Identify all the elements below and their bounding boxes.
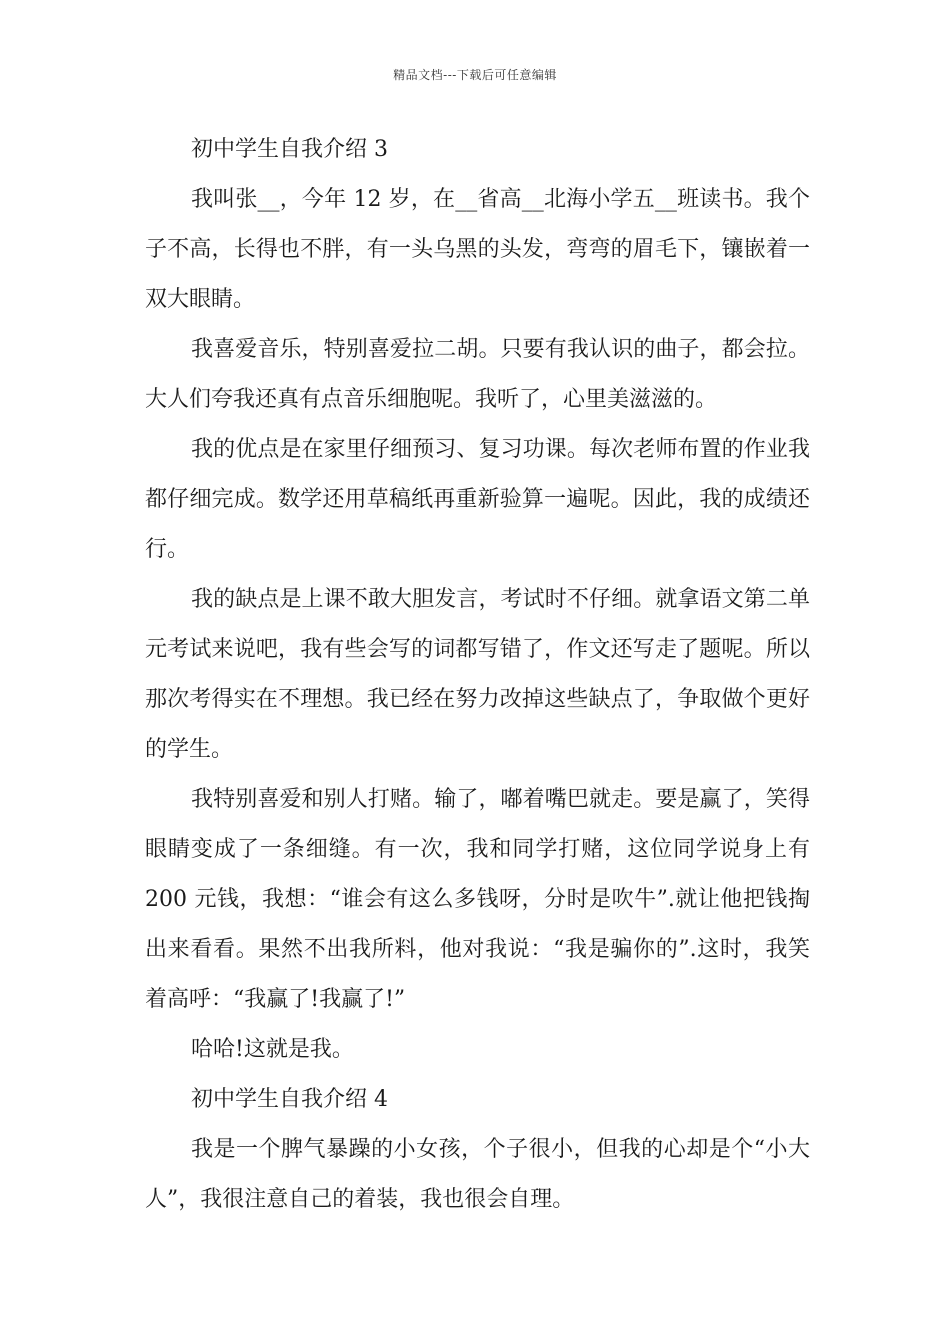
paragraph: 我是一个脾气暴躁的小女孩，个子很小，但我的心却是个“小大人”，我很注意自己的着装，我也很会自理。: [145, 1137, 810, 1212]
document-body: [145, 125, 810, 1225]
paragraph: 我的缺点是上课不敢大胆发言，考试时不仔细。就拿语文第二单元考试来说吧，我有些会写的词都写错了，作文还写走了题呢。所以那次考得实在不理想。我已经在努力改掉这些缺点了，争取做个更好的学生。: [145, 587, 810, 762]
page-header: 精品文档---下载后可任意编辑: [393, 68, 557, 82]
paragraph: 我特别喜爱和别人打赌。输了，嘟着嘴巴就走。要是赢了，笑得眼睛变成了一条细缝。有一次，我和同学打赌，这位同学说身上有 200 元钱，我想：“谁会有这么多钱呀，分时是吹牛”.就让他把钱掏出来看看。果然不出我所料，他对我说：“我是骗你的”.这时，我笑着高呼：“我赢了!我赢了!”: [145, 787, 810, 1012]
paragraph: 我叫张__，今年 12 岁，在__省高__北海小学五__班读书。我个子不高，长得也不胖，有一头乌黑的头发，弯弯的眉毛下，镶嵌着一双大眼睛。: [145, 187, 810, 312]
section-heading-4: 初中学生自我介绍 4: [191, 1087, 388, 1112]
paragraph: 我的优点是在家里仔细预习、复习功课。每次老师布置的作业我都仔细完成。数学还用草稿纸再重新验算一遍呢。因此，我的成绩还行。: [145, 437, 810, 562]
section-heading-3: 初中学生自我介绍 3: [191, 137, 388, 162]
paragraph: 哈哈!这就是我。: [191, 1037, 354, 1062]
paragraph: 我喜爱音乐，特别喜爱拉二胡。只要有我认识的曲子，都会拉。大人们夸我还真有点音乐细胞呢。我听了，心里美滋滋的。: [145, 337, 810, 412]
